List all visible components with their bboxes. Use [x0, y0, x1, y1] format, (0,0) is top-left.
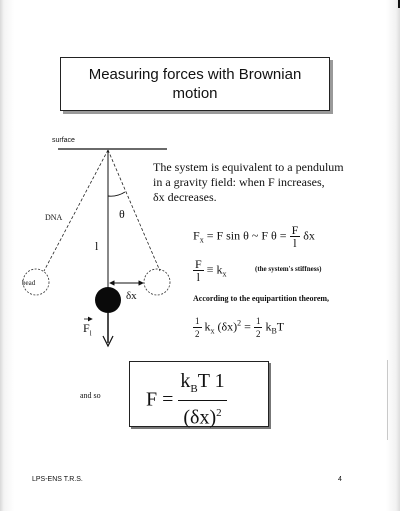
- final-equation: [146, 370, 227, 430]
- equation-stiffness: [193, 258, 226, 283]
- description-line-3: δx decreases.: [153, 190, 217, 204]
- bead-label: bead: [22, 279, 36, 287]
- eq3-kb: k: [265, 319, 272, 334]
- theta-arc: [108, 192, 125, 196]
- eq2-mid: ≡ k: [203, 262, 223, 277]
- title-line-2: motion: [172, 85, 218, 102]
- footer-source: LPS-ENS T.R.S.: [32, 476, 83, 483]
- eq3-num1: 1: [195, 316, 200, 326]
- and-so-label: and so: [80, 391, 101, 400]
- equation-equipartition: [193, 315, 284, 340]
- eq2-den: l: [196, 270, 201, 284]
- eq3-num2: 1: [255, 316, 261, 326]
- eq1-dx: δx: [303, 228, 315, 243]
- eq3-pow: 2: [237, 318, 242, 328]
- eq2-fraction: [193, 258, 204, 283]
- equation-force-x: [193, 224, 315, 249]
- dna-label: DNA: [45, 213, 63, 222]
- eq3-ksub: x: [210, 326, 215, 336]
- eq1-mid: = F sin θ ~ F θ =: [203, 228, 290, 243]
- final-kb-sub: B: [190, 383, 198, 395]
- stiffness-note: (the system's stiffness): [255, 265, 322, 273]
- eq2-num: F: [195, 257, 202, 271]
- eq3-fraction-1: [193, 315, 202, 340]
- surface-label: surface: [52, 137, 75, 144]
- final-num-rest: T 1: [197, 370, 225, 392]
- eq3-den2: 2: [255, 329, 261, 339]
- eq3-equals: =: [241, 319, 254, 334]
- bead-center: [95, 287, 121, 313]
- eq1-fraction: [290, 224, 301, 249]
- theta-label: θ: [119, 207, 125, 221]
- eq3-kbsub: B: [271, 326, 277, 336]
- description-line-1: The system is equivalent to a pendulum: [153, 160, 344, 174]
- final-equation-box: [129, 361, 269, 427]
- final-fraction: [178, 370, 226, 430]
- final-den: (δx): [183, 406, 217, 429]
- force-label: [83, 321, 92, 337]
- description-line-2: in a gravity field: when F increases,: [153, 175, 325, 189]
- eq3-dx: (δx): [214, 319, 238, 334]
- eq3-t: T: [276, 319, 285, 334]
- delta-x-label: δx: [126, 290, 137, 302]
- page-number: 4: [338, 476, 342, 483]
- dna-left-string: [44, 150, 108, 271]
- description: [153, 160, 368, 205]
- final-denominator: [178, 401, 226, 430]
- bead-right: [144, 269, 170, 295]
- final-numerator: [178, 370, 226, 401]
- eq2-sub: x: [222, 269, 227, 279]
- eq3-den1: 2: [195, 329, 200, 339]
- eq3-fraction-2: [254, 315, 263, 340]
- scan-line: [387, 360, 388, 440]
- title-line-1: Measuring forces with Brownian: [88, 66, 302, 83]
- eq3-k: k: [204, 319, 211, 334]
- eq1-f: F: [193, 228, 200, 243]
- final-kb: k: [180, 370, 191, 392]
- eq1-num: F: [291, 223, 299, 237]
- final-den-pow: 2: [216, 407, 222, 419]
- length-label: l: [95, 239, 99, 253]
- force-subscript: l: [89, 329, 92, 338]
- eq1-sub: x: [199, 235, 204, 245]
- final-f: F =: [146, 388, 179, 411]
- equipartition-text: According to the equipartition theorem,: [193, 294, 330, 303]
- force-symbol: F: [83, 321, 90, 335]
- eq1-den: l: [293, 236, 297, 250]
